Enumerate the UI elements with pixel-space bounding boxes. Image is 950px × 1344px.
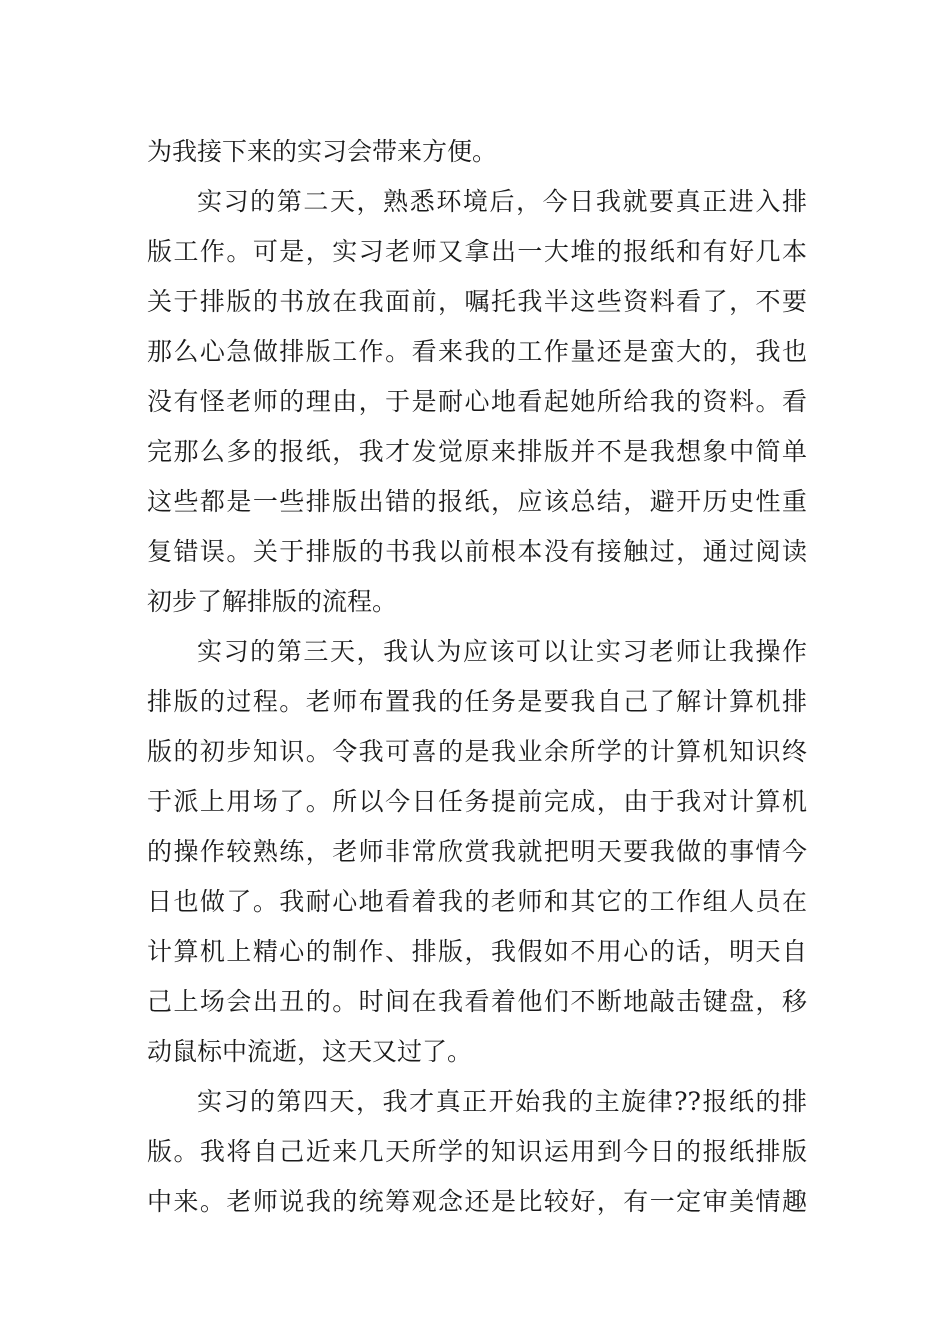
text-line: 计算机上精心的制作、排版，我假如不用心的话，明天自 [147,937,807,966]
paragraph-first-line: 实习的第三天，我认为应该可以让实习老师让我操作 [197,637,807,666]
text-line: 的操作较熟练，老师非常欣赏我就把明天要我做的事情今 [147,837,807,866]
text-line: 中来。老师说我的统筹观念还是比较好，有一定审美情趣 [147,1187,807,1216]
text-line: 版的初步知识。令我可喜的是我业余所学的计算机知识终 [147,737,807,766]
text-line: 版工作。可是，实习老师又拿出一大堆的报纸和有好几本 [147,237,807,266]
text-line: 初步了解排版的流程。 [147,587,398,616]
paragraph-first-line: 实习的第四天，我才真正开始我的主旋律??报纸的排 [197,1087,807,1116]
text-line: 复错误。关于排版的书我以前根本没有接触过，通过阅读 [147,537,807,566]
text-line: 为我接下来的实习会带来方便。 [147,137,498,166]
text-line: 排版的过程。老师布置我的任务是要我自己了解计算机排 [147,687,807,716]
text-line: 日也做了。我耐心地看着我的老师和其它的工作组人员在 [147,887,807,916]
text-line: 己上场会出丑的。时间在我看着他们不断地敲击键盘，移 [147,987,807,1016]
text-line: 没有怪老师的理由，于是耐心地看起她所给我的资料。看 [147,387,807,416]
text-line: 这些都是一些排版出错的报纸，应该总结，避开历史性重 [147,487,807,516]
text-line: 关于排版的书放在我面前，嘱托我半这些资料看了，不要 [147,287,807,316]
text-line: 动鼠标中流逝，这天又过了。 [147,1037,473,1066]
text-line: 完那么多的报纸，我才发觉原来排版并不是我想象中简单 [147,437,807,466]
paragraph-first-line: 实习的第二天，熟悉环境后，今日我就要真正进入排 [197,187,807,216]
text-line: 那么心急做排版工作。看来我的工作量还是蛮大的，我也 [147,337,807,366]
text-line: 于派上用场了。所以今日任务提前完成，由于我对计算机 [147,787,807,816]
text-line: 版。我将自己近来几天所学的知识运用到今日的报纸排版 [147,1137,807,1166]
